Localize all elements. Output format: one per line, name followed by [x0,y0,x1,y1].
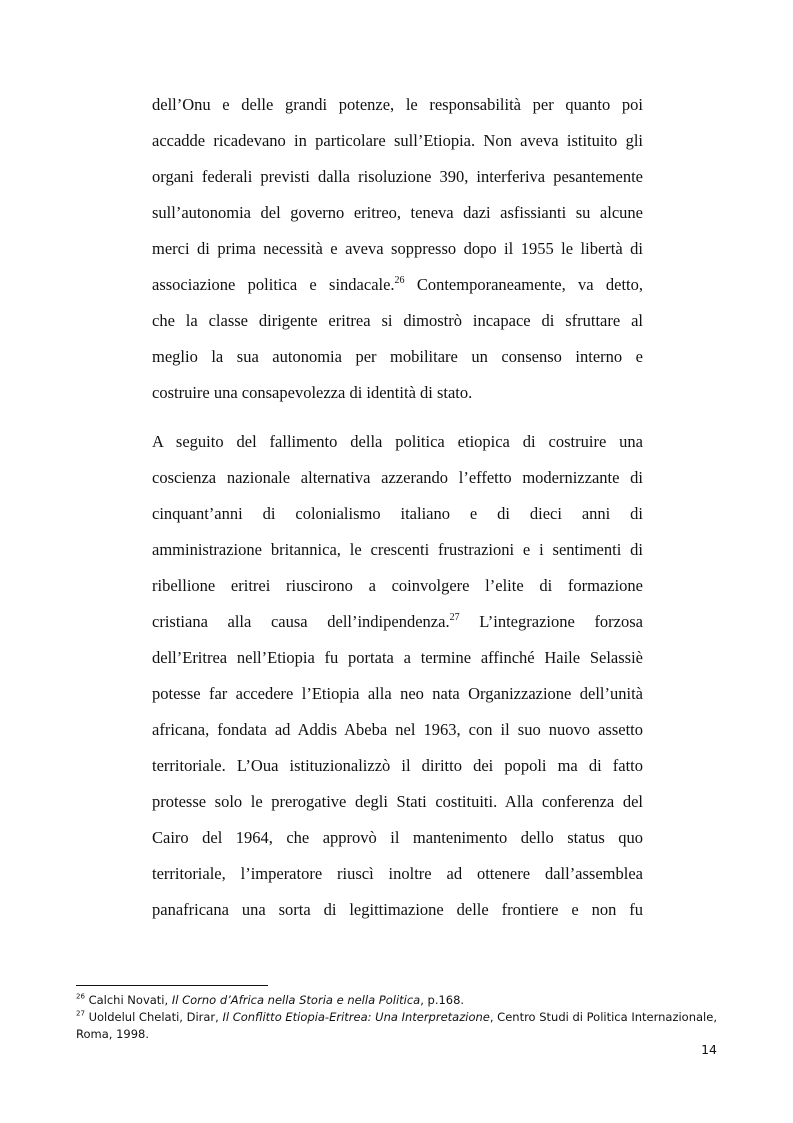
footnote-number: 26 [76,992,85,1001]
text-line: protesse solo le prerogative degli Stati costituiti. Alla conferenza del [152,792,643,811]
page-number: 14 [701,1042,717,1057]
footnote-26 [76,992,720,1009]
text-line: coscienza nazionale alternativa azzerando l’effetto modernizzante di [152,468,643,487]
footnote-number: 27 [76,1009,85,1018]
text-line: ribellione eritrei riuscirono a coinvolgere l’elite di formazione [152,576,643,595]
text-line: che la classe dirigente eritrea si dimostrò incapace di sfruttare al [152,311,643,330]
text-segment: Contemporaneamente, va detto, [404,275,643,294]
text-line-with-footnote [152,611,643,633]
text-line: A seguito del fallimento della politica etiopica di costruire una [152,432,643,451]
footnote-separator [76,985,268,986]
text-line: costruire una consapevolezza di identità di stato. [152,383,473,402]
footnotes [76,992,720,1043]
footnote-title: Il Conflitto Etiopia-Eritrea: Una Interpretazione [222,1010,490,1024]
text-line: dell’Eritrea nell’Etiopia fu portata a termine affinché Haile Selassiè [152,648,643,667]
text-line: territoriale, l’imperatore riuscì inoltre ad ottenere dall’assemblea [152,864,643,883]
text-line: organi federali previsti dalla risoluzione 390, interferiva pesantemente [152,167,643,186]
text-line: potesse far accedere l’Etiopia alla neo nata Organizzazione dell’unità [152,684,643,703]
text-line: amministrazione britannica, le crescenti frustrazioni e i sentimenti di [152,540,643,559]
footnote-author: Calchi Novati, [88,993,172,1007]
footnote-reference[interactable]: 26 [394,275,405,286]
text-line: meglio la sua autonomia per mobilitare un consenso interno e [152,347,643,366]
text-line: sull’autonomia del governo eritreo, teneva dazi asfissianti su alcune [152,203,643,222]
text-line: merci di prima necessità e aveva soppresso dopo il 1955 le libertà di [152,239,643,258]
footnote-title: Il Corno d’Africa nella Storia e nella Politica [171,993,421,1007]
text-line: Cairo del 1964, che approvò il mantenimento dello status quo [152,828,643,847]
text-line: accadde ricadevano in particolare sull’Etiopia. Non aveva istituito gli [152,131,643,150]
text-line-with-footnote [152,274,643,296]
footnote-27 [76,1009,720,1043]
footnote-detail: , Centro Studi di Politica Internazionale, Roma, 1998. [76,1010,717,1041]
footnote-author: Uoldelul Chelati, Dirar, [88,1010,223,1024]
text-segment: cristiana alla causa dell’indipendenza. [152,612,450,631]
footnote-detail: , p.168. [420,993,465,1007]
text-line: dell’Onu e delle grandi potenze, le responsabilità per quanto poi [152,95,643,114]
text-segment: L’integrazione forzosa [459,612,643,631]
footnote-reference[interactable]: 27 [449,612,460,623]
text-line: territoriale. L’Oua istituzionalizzò il diritto dei popoli ma di fatto [152,756,643,775]
text-segment: associazione politica e sindacale. [152,275,395,294]
text-line: africana, fondata ad Addis Abeba nel 1963, con il suo nuovo assetto [152,720,643,739]
text-line: cinquant’anni di colonialismo italiano e di dieci anni di [152,504,643,523]
text-line: panafricana una sorta di legittimazione delle frontiere e non fu [152,900,643,919]
